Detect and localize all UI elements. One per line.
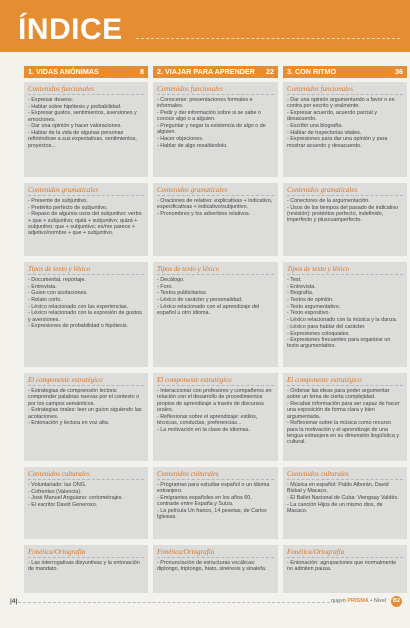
section-heading: El componente estratégico	[157, 376, 274, 386]
list-item: - Expresiones para dar una opinión y para mostrar acuerdo y desacuerdo.	[287, 136, 388, 149]
section-heading: Contenidos funcionales	[28, 85, 144, 95]
list-item: - Léxico para hablar del carácter.	[287, 323, 366, 330]
list-item: - Expresar acuerdo, acuerdo parcial y desacuerdo.	[287, 109, 377, 123]
list-item: - Test.	[287, 277, 302, 283]
unit-page-number: 36	[395, 67, 403, 76]
content-cell	[283, 183, 407, 256]
list-item: - Preguntar y negar la existencia de algo o de alguien.	[157, 122, 266, 136]
content-list	[157, 277, 274, 316]
section-heading: El componente estratégico	[287, 376, 403, 386]
content-cell	[153, 373, 278, 461]
section-heading: Fonética/Ortografía	[287, 548, 403, 558]
list-item: - Texto argumentativo.	[287, 303, 341, 310]
list-item: - Expresar gustos, sentimientos, aversiones y emociones.	[28, 110, 137, 123]
list-item: - Estrategias de comprensión lectora: comprender palabras nuevas por el contexto o por los campos semánticos.	[28, 388, 140, 407]
list-item: - Interaccionar con profesores y compañeros en relación con el desarrollo de procedimientos propios de aprendizaje a través de discursos orales.	[157, 388, 272, 413]
unit-page-number: 22	[266, 67, 274, 76]
list-item: - Léxico relacionado con el aprendizaje del español u otro idioma.	[157, 303, 260, 317]
list-item: - Presente de subjuntivo.	[28, 198, 88, 204]
content-cell	[153, 82, 278, 177]
list-item: - Pronunciación de estructuras vocálicas: diptongo, triptongo, hiato, sinéresis y sinalefa.	[157, 560, 267, 573]
page-header	[0, 0, 410, 52]
section-heading: Tipos de texto y léxico	[28, 265, 144, 275]
list-item: - Relato corto.	[28, 297, 62, 304]
list-item: - Pedir y dar información sobre si se sabe o conoce algo o a alguien.	[157, 109, 261, 123]
unit-header-1	[24, 66, 148, 78]
content-cell	[153, 467, 278, 539]
list-item: - Recabar información para ser capaz de hacer una exposición de forma clara y bien argumentada.	[287, 400, 400, 420]
list-item: - Cofrentes (Valencia).	[28, 488, 82, 495]
list-item: - Hablar de trayectorias vitales.	[287, 129, 362, 136]
content-list	[28, 277, 144, 330]
unit-header-3	[283, 66, 407, 78]
level-badge: B2	[391, 596, 402, 607]
content-list	[157, 482, 274, 521]
content-list	[287, 388, 403, 445]
list-item: - Documental, reportaje.	[28, 277, 86, 283]
list-item: - La motivación en la clase de idiomas.	[157, 426, 250, 433]
unit-title: 2. VIAJAR PARA APRENDER	[157, 67, 255, 76]
list-item: - José Manuel Anguiano: cortometrajes.	[28, 495, 123, 502]
content-cell	[24, 467, 148, 539]
content-cell	[283, 82, 407, 177]
section-heading: Tipos de texto y léxico	[157, 265, 274, 275]
list-item: - Entonación y lectura en voz alta.	[28, 420, 110, 427]
unit-page-number: 8	[140, 67, 144, 76]
list-item: - Conectores de la argumentación.	[287, 198, 370, 204]
section-heading: Contenidos gramaticales	[28, 186, 144, 196]
page-footer	[0, 598, 410, 628]
unit-title: 1. VIDAS ANÓNIMAS	[28, 67, 99, 76]
content-list	[287, 198, 403, 224]
content-list	[157, 198, 274, 217]
content-list	[157, 560, 274, 573]
section-heading: Contenidos culturales	[157, 470, 274, 480]
list-item: - Usos de los tiempos del pasado de indicativo (revisión): pretéritos perfecto, indefinido, imperfecto y pluscuamperfecto.	[287, 204, 399, 224]
section-heading: Contenidos gramaticales	[287, 186, 403, 196]
list-item: - Música en español: Pablo Alborán, David Bisbal y Macaco.	[287, 482, 389, 495]
list-item: - Las interrogativas disyuntivas y la entonación de mandato.	[28, 560, 140, 573]
content-list	[28, 560, 144, 573]
content-list	[157, 388, 274, 433]
content-cell	[153, 545, 278, 593]
content-list	[28, 97, 144, 149]
content-cell	[283, 545, 407, 593]
list-item: - Expresar deseos.	[28, 97, 74, 103]
list-item: - Entrevista.	[28, 283, 57, 290]
list-item: - La canción Hijos de un mismo dios, de Macaco.	[287, 501, 383, 514]
content-cell	[24, 373, 148, 461]
list-item: - Biografía.	[287, 290, 314, 297]
list-item: - Dar una opinión y hacer valoraciones.	[28, 123, 122, 130]
list-item: - Guion con acotaciones.	[28, 290, 88, 297]
content-cell	[283, 262, 407, 367]
list-item: - Programas para estudiar español o un idioma extranjero.	[157, 482, 270, 495]
list-item: - Hablar de la vida de algunas personas refiriéndose a sus expectativas, sentimientos, proyectos...	[28, 130, 137, 149]
list-item: - Estrategias orales: leer un guion siguiendo las acotaciones.	[28, 407, 142, 420]
list-item: - Hablar sobre hipótesis y probabilidad.	[28, 103, 122, 110]
list-item: - Dar una opinión argumentando a favor o en contra por escrito y oralmente.	[287, 97, 395, 110]
page-number: |4|	[10, 598, 18, 605]
section-heading: El componente estratégico	[28, 376, 144, 386]
list-item: - Ordenar las ideas para poder argumentar sobre un tema de cierta complejidad.	[287, 388, 390, 401]
section-heading: Contenidos culturales	[28, 470, 144, 480]
content-list	[287, 560, 403, 573]
content-cell	[153, 183, 278, 256]
list-item: - Reflexionar sobre el aprendizaje: estilos, técnicas, conductas, preferencias...	[157, 413, 258, 426]
section-heading: Contenidos funcionales	[157, 85, 274, 95]
header-divider	[136, 38, 400, 39]
list-item: - Voluntariado: las ONG.	[28, 482, 87, 488]
brand-label: nuevo PRISMA • Nivel	[330, 598, 386, 604]
list-item: - El Ballet Nacional de Cuba: Viengsay Valdés.	[287, 494, 399, 501]
list-item: - Pretérito perfecto de subjuntivo.	[28, 204, 108, 211]
section-heading: Contenidos culturales	[287, 470, 403, 480]
content-list	[28, 198, 144, 237]
list-item: - La película Un franco, 14 pesetas, de Carlos Iglesias.	[157, 507, 267, 521]
section-heading: Fonética/Ortografía	[28, 548, 144, 558]
content-list	[28, 388, 144, 427]
list-item: - Conocerse: presentaciones formales e informales.	[157, 97, 253, 110]
list-item: - Léxico relacionado con la expresión de gustos y aversiones.	[28, 310, 142, 323]
list-item: - Textos de opinión.	[287, 297, 334, 304]
list-item: - Oraciones de relativo: explicativas + indicativo, especificativas + indicativo/subjuntivo.	[157, 198, 273, 211]
list-item: - Léxico relacionado con las experiencias.	[28, 303, 129, 310]
list-item: - Entonación: agrupaciones que normalmente no admiten pausa.	[287, 560, 397, 573]
content-cell	[24, 262, 148, 367]
list-item: - Hacer objeciones.	[157, 135, 204, 142]
content-cell	[24, 545, 148, 593]
section-heading: Contenidos funcionales	[287, 85, 403, 95]
list-item: - El escritor David Generoso.	[28, 502, 98, 509]
content-cell	[283, 467, 407, 539]
unit-title: 3. CON RITMO	[287, 67, 337, 76]
section-heading: Fonética/Ortografía	[157, 548, 274, 558]
section-heading: Tipos de texto y léxico	[287, 265, 403, 275]
list-item: - Expresiones frecuentes para organizar un texto argumentativo.	[287, 337, 391, 350]
list-item: - Pronombres y los adverbios relativos.	[157, 210, 251, 217]
list-item: - Emigrantes españoles en los años 60, contraste entre España y Suiza.	[157, 494, 252, 508]
content-cell	[24, 82, 148, 177]
list-item: - Léxico relacionado con la música y la danza.	[287, 317, 398, 324]
list-item: - Reflexionar sobre la música como recurso para la motivación y el aprendizaje de una lengua extranjera en su dimensión lingüística y cultural.	[287, 420, 400, 446]
list-item: - Repaso de algunos usos del subjuntivo: verbo + que + subjuntivo; ojalá + subjuntivo; quizá + subjuntivo; que + subjuntivo; es/me parece + adjetivo/nombre + que + subjuntivo.	[28, 211, 142, 237]
unit-header-2	[153, 66, 278, 78]
content-cell	[24, 183, 148, 256]
content-list	[287, 482, 403, 514]
content-list	[157, 97, 274, 149]
list-item: - Escribir una biografía.	[287, 122, 343, 129]
page-title: ÍNDICE	[18, 13, 123, 46]
list-item: - Hablar de algo resaltándolo.	[157, 142, 228, 149]
content-list	[28, 482, 144, 508]
section-heading: Contenidos gramaticales	[157, 186, 274, 196]
content-cell	[153, 262, 278, 367]
list-item: - Expresiones de probabilidad o hipótesis.	[28, 323, 129, 330]
list-item: - Textos publicitarios.	[157, 290, 208, 297]
content-list	[287, 97, 403, 149]
list-item: - Léxico de carácter y personalidad.	[157, 297, 243, 304]
list-item: - Entrevista.	[287, 283, 316, 290]
list-item: - Decálogo.	[157, 277, 185, 283]
list-item: - Texto expositivo.	[287, 310, 331, 317]
list-item: - Expresiones coloquiales.	[287, 330, 350, 337]
content-list	[287, 277, 403, 350]
footer-divider	[18, 602, 340, 603]
list-item: - Foro.	[157, 283, 173, 290]
content-cell	[283, 373, 407, 461]
